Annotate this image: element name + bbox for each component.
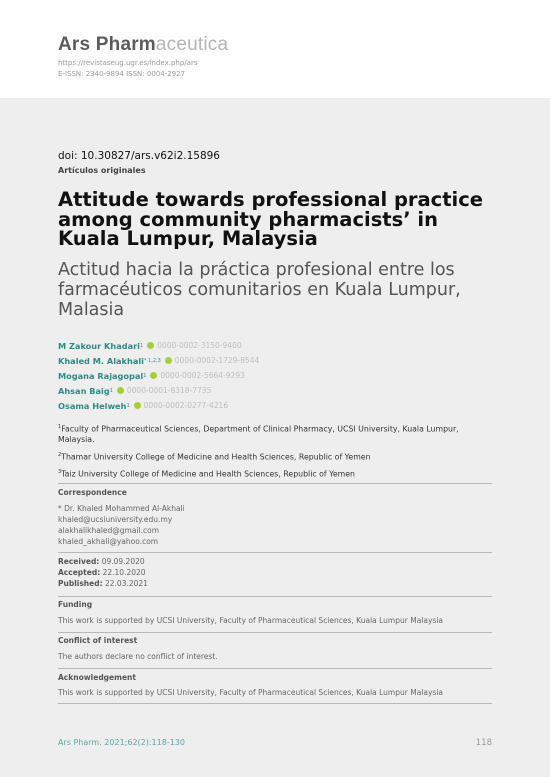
divider (58, 483, 492, 484)
author-list (58, 338, 259, 413)
correspondence-label: Correspondence (58, 488, 127, 497)
affiliation-item: $^3$Taiz University College of Medicine and Health Sciences, Republic of Yemen (58, 468, 355, 479)
correspondence-email[interactable]: alakhalikhaled@gmail.com (58, 526, 160, 535)
received-date: Received: 09.09.2020 (58, 557, 145, 566)
conflict-text: The authors declare no conflict of interest. (58, 652, 218, 661)
journal-name: Ars Pharmaceutica (58, 34, 229, 55)
author-item (58, 368, 259, 383)
author-orcid[interactable]: 0000-0002-0277-4216 (143, 401, 229, 410)
author-item (58, 338, 259, 353)
article-subtitle: Actitud hacia la práctica profesional entre los farmacéuticos comunitarios en Kuala Lumpur, Malasia (58, 260, 461, 320)
conflict-label: Conflict of interest (58, 636, 138, 645)
funding-label: Funding (58, 600, 93, 609)
correspondence-email[interactable]: khaled@ucsiuniversity.edu.my (58, 515, 173, 524)
affiliation-item: $^2$Thamar University College of Medicine and Health Sciences, Republic of Yemen (58, 451, 371, 462)
affiliation-list (58, 422, 468, 484)
author-affil-sup: * 1,2,3 (143, 357, 161, 364)
author-name[interactable]: M Zakour Khadari (58, 340, 140, 351)
journal-issn: E-ISSN: 2340-9894 ISSN: 0004-2927 (58, 70, 186, 78)
author-name[interactable]: Khaled M. Alakhali (58, 355, 144, 366)
funding-text: This work is supported by UCSI University, Faculty of Pharmaceutical Sciences, Kuala Lumpur Malaysia (58, 616, 443, 625)
author-affil-sup: 1 (139, 342, 144, 349)
author-name[interactable]: Ahsan Baig (58, 385, 110, 396)
author-affil-sup: 1 (126, 402, 130, 409)
article-section: Artículos originales (58, 166, 146, 175)
acknowledgement-label: Acknowledgement (58, 673, 136, 682)
divider (58, 596, 492, 597)
divider (58, 668, 492, 669)
accepted-date: Accepted: 22.10.2020 (58, 568, 146, 577)
author-orcid[interactable]: 0000-0001-8318-7735 (126, 386, 212, 395)
affiliation-item: $^1$Faculty of Pharmaceutical Sciences, Department of Clinical Pharmacy, UCSI University, Kuala Lumpur, Malaysia. (58, 424, 459, 445)
author-affil-sup: 1 (109, 387, 113, 394)
orcid-icon[interactable] (165, 357, 172, 364)
doi[interactable]: doi: 10.30827/ars.v62i2.15896 (58, 150, 220, 162)
page-number: 118 (475, 738, 492, 748)
orcid-icon[interactable] (147, 342, 154, 349)
journal-url[interactable]: https://revistaseug.ugr.es/index.php/ars (58, 59, 198, 67)
author-item (58, 383, 259, 398)
article-dates (58, 556, 148, 589)
author-item (58, 353, 259, 368)
correspondence-line: * Dr. Khaled Mohammed Al-Akhali (58, 504, 185, 513)
orcid-icon[interactable] (134, 402, 141, 409)
author-orcid[interactable]: 0000-0002-1729-8544 (174, 356, 260, 365)
published-date: Published: 22.03.2021 (58, 579, 148, 588)
journal-header (0, 0, 550, 98)
author-item (58, 398, 259, 413)
article-title: Attitude towards professional practice among community pharmacists’ in Kuala Lumpur, Malaysia (58, 188, 484, 250)
author-name[interactable]: Mogana Rajagopal (58, 370, 144, 381)
author-orcid[interactable]: 0000-0002-5664-9293 (160, 371, 245, 380)
divider (58, 552, 492, 553)
acknowledgement-text: This work is supported by UCSI University, Faculty of Pharmaceutical Sciences, Kuala Lumpur Malaysia (58, 688, 443, 697)
author-name[interactable]: Osama Helweh (58, 400, 127, 411)
correspondence-email[interactable]: khaled_akhali@yahoo.com (58, 537, 159, 546)
divider (58, 632, 492, 633)
divider (58, 703, 492, 704)
orcid-icon[interactable] (150, 372, 157, 379)
author-affil-sup: 1 (143, 372, 147, 379)
orcid-icon[interactable] (117, 387, 124, 394)
footer-citation: Ars Pharm. 2021;62(2):118-130 (58, 738, 185, 747)
author-orcid[interactable]: 0000-0002-3150-9400 (157, 341, 242, 350)
